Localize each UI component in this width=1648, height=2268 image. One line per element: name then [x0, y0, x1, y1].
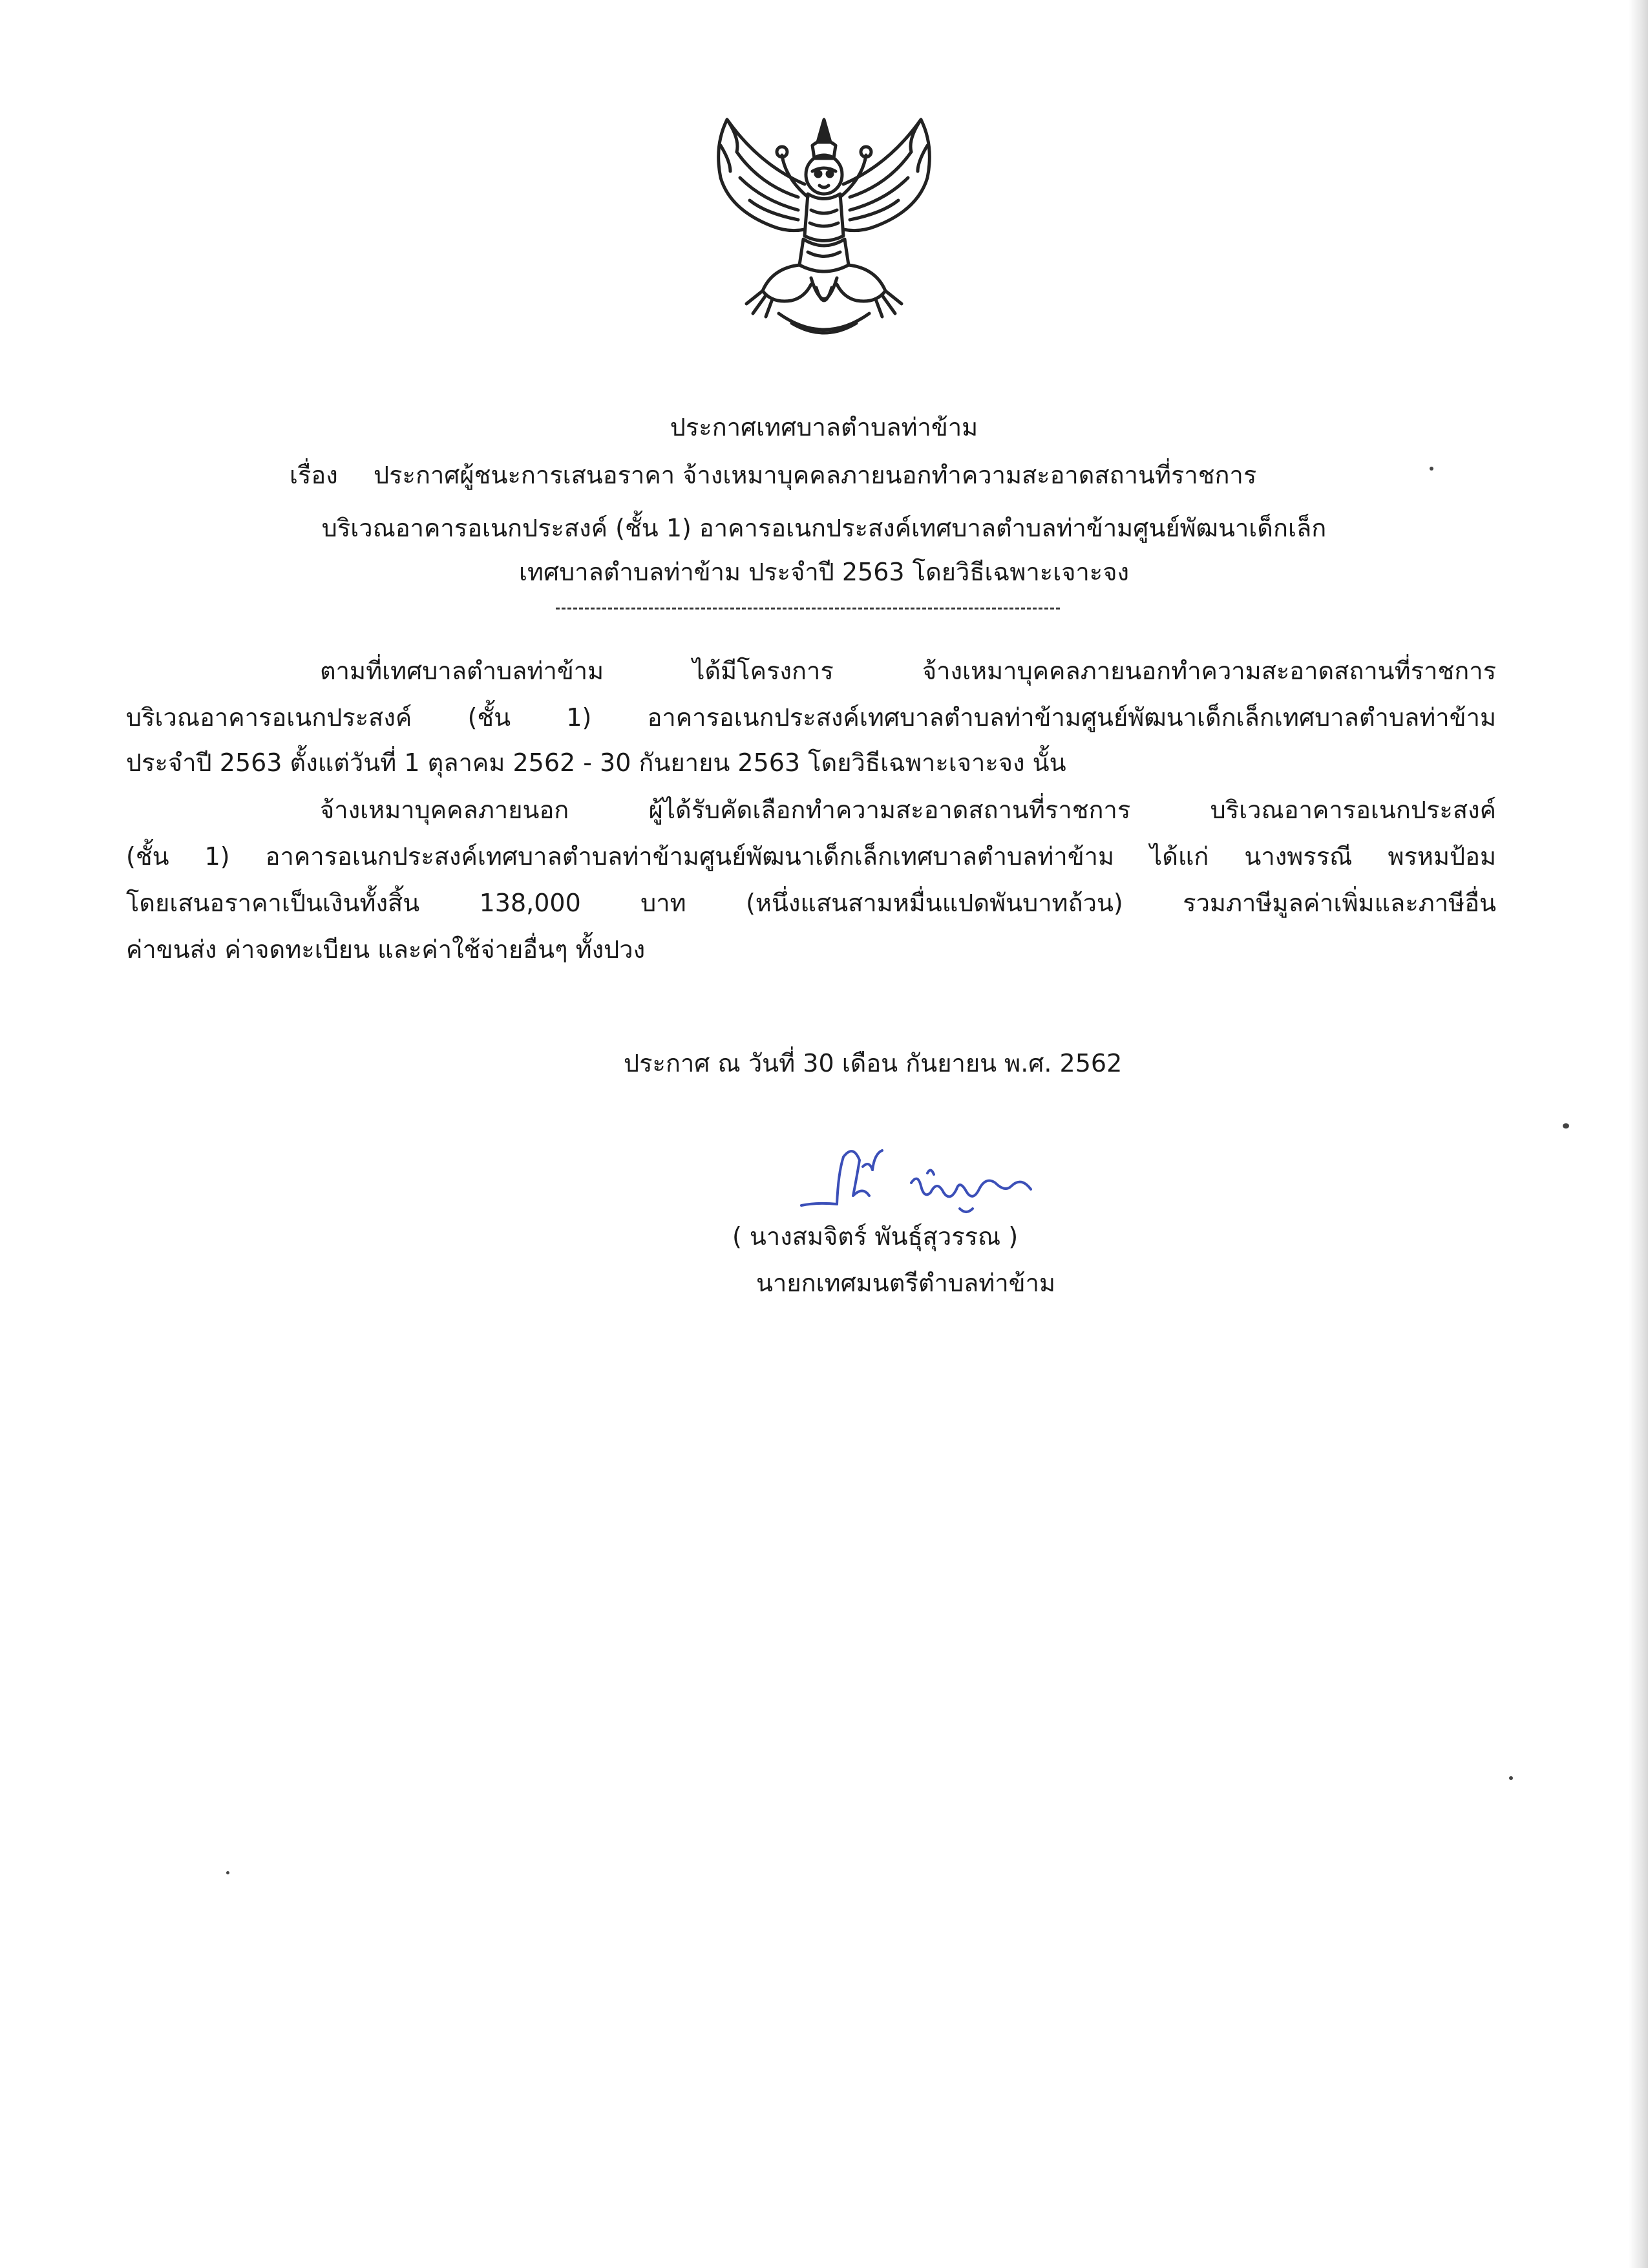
scan-speck: [226, 1871, 229, 1874]
header-divider: [556, 608, 1060, 609]
scan-page-edge: [1629, 0, 1648, 2268]
paragraph-1-line-1: ตามที่เทศบาลตำบลท่าข้าม ได้มีโครงการ จ้างเหมาบุคคลภายนอกทำความสะอาดสถานที่ราชการ: [320, 657, 1496, 685]
paragraph-2-line-1: จ้างเหมาบุคคลภายนอก ผู้ได้รับคัดเลือกทำความสะอาดสถานที่ราชการ บริเวณอาคารอเนกประสงค์: [320, 796, 1496, 824]
garuda-emblem-icon: [701, 107, 947, 362]
subject-label: เรื่อง: [290, 461, 338, 489]
subject-line-1: ประกาศผู้ชนะการเสนอราคา จ้างเหมาบุคคลภายนอกทำความสะอาดสถานที่ราชการ: [374, 461, 1257, 489]
paragraph-1-line-2: บริเวณอาคารอเนกประสงค์ (ชั้น 1) อาคารอเนกประสงค์เทศบาลตำบลท่าข้ามศูนย์พัฒนาเด็กเล็กเทศบาลตำบลท่าข้าม: [126, 703, 1496, 732]
paragraph-2-line-4: ค่าขนส่ง ค่าจดทะเบียน และค่าใช้จ่ายอื่นๆ ทั้งปวง: [126, 935, 646, 964]
paragraph-2-line-2: (ชั้น 1) อาคารอเนกประสงค์เทศบาลตำบลท่าข้ามศูนย์พัฒนาเด็กเล็กเทศบาลตำบลท่าข้าม ได้แก่ นางพรรณี พรหมป้อม: [126, 842, 1496, 871]
scan-speck: [1509, 1776, 1513, 1780]
scan-speck: [1563, 1123, 1569, 1129]
document-issuer: ประกาศเทศบาลตำบลท่าข้าม: [670, 413, 978, 441]
signer-name: ( นางสมจิตร์ พันธุ์สุวรรณ ): [732, 1222, 1019, 1251]
paragraph-1-line-3: ประจำปี 2563 ตั้งแต่วันที่ 1 ตุลาคม 2562 - 30 กันยายน 2563 โดยวิธีเฉพาะเจาะจง นั้น: [126, 748, 1066, 777]
signer-title: นายกเทศมนตรีตำบลท่าข้าม: [756, 1269, 1056, 1297]
scan-speck: [1430, 467, 1433, 471]
subject-line-3: เทศบาลตำบลท่าข้าม ประจำปี 2563 โดยวิธีเฉพาะเจาะจง: [518, 558, 1130, 586]
announcement-date: ประกาศ ณ วันที่ 30 เดือน กันยายน พ.ศ. 2562: [624, 1049, 1123, 1077]
handwritten-signature: [798, 1134, 1057, 1225]
paragraph-2-line-3: โดยเสนอราคาเป็นเงินทั้งสิ้น 138,000 บาท (หนึ่งแสนสามหมื่นแปดพันบาทถ้วน) รวมภาษีมูลค่าเพิ่มและภาษีอื่น: [126, 889, 1496, 917]
subject-line-2: บริเวณอาคารอเนกประสงค์ (ชั้น 1) อาคารอเนกประสงค์เทศบาลตำบลท่าข้ามศูนย์พัฒนาเด็กเล็ก: [321, 514, 1327, 542]
